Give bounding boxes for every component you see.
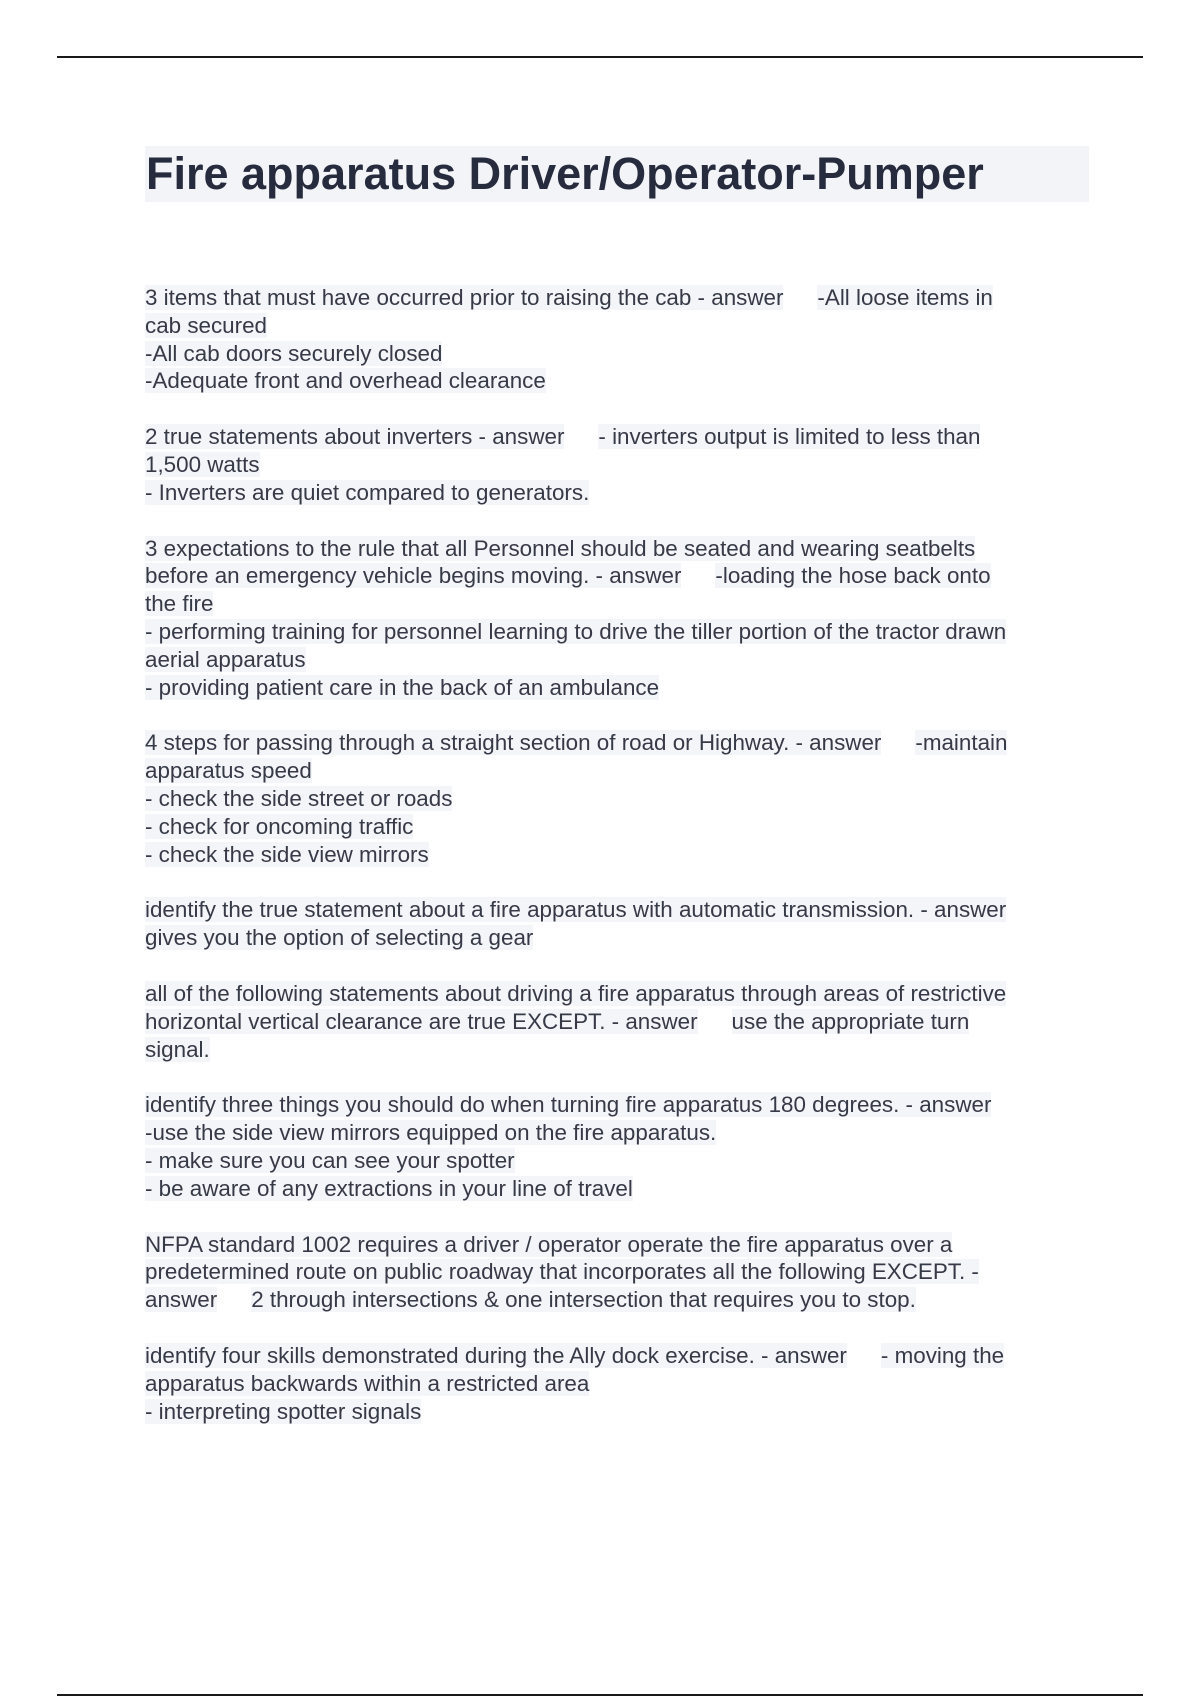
line-text: 3 expectations to the rule that all Personnel should be seated and wearing seatbelts [145,535,976,561]
qa-line [145,312,1091,340]
line-text: NFPA standard 1002 requires a driver / operator operate the fire apparatus over a [145,1231,953,1257]
qa-line [145,924,1091,952]
line-text: 3 items that must have occurred prior to raising the cab - answer [145,285,784,310]
qa-line [145,1370,1091,1398]
qa-line [145,535,1091,563]
answer-text: - inverters output is limited to less than [598,424,981,450]
line-text: - be aware of any extractions in your line of travel [145,1175,633,1201]
qa-line [145,1091,1091,1119]
qa-item [145,729,1091,868]
line-text: horizontal vertical clearance are true EXCEPT. - answer [145,1008,698,1034]
qa-line [145,1342,1091,1370]
qa-line [145,980,1091,1008]
qa-line [145,562,1091,590]
qa-item [145,284,1091,395]
line-text: apparatus speed [145,758,312,784]
line-text: answer [145,1287,218,1313]
line-text: - make sure you can see your spotter [145,1147,515,1173]
line-text: cab secured [145,312,267,338]
qa-line [145,1258,1091,1286]
qa-line [145,674,1091,702]
line-text: 4 steps for passing through a straight section of road or Highway. - answer [145,730,882,756]
qa-line [145,590,1091,618]
line-text: - interpreting spotter signals [145,1398,422,1424]
qa-item [145,980,1091,1063]
qa-line [145,896,1091,924]
qa-line [145,1147,1091,1175]
qa-item [145,896,1091,952]
bottom-rule [57,1694,1143,1696]
qa-line [145,479,1091,507]
line-text: - providing patient care in the back of an ambulance [145,674,660,700]
qa-line [145,284,1091,312]
line-text: the fire [145,591,214,617]
qa-line [145,367,1091,395]
qa-line [145,618,1091,646]
qa-line [145,729,1091,757]
qa-item [145,1091,1091,1202]
qa-line [145,1119,1091,1147]
qa-item [145,535,1091,702]
qa-line [145,757,1091,785]
qa-list [145,284,1091,1453]
qa-item [145,423,1091,506]
qa-line [145,785,1091,813]
qa-line [145,340,1091,368]
line-text: -Adequate front and overhead clearance [145,368,546,394]
line-text: all of the following statements about driving a fire apparatus through areas of restrictive [145,980,1007,1006]
qa-line [145,1286,1091,1314]
qa-item [145,1342,1091,1425]
line-text: - check for oncoming traffic [145,813,414,839]
qa-line [145,1036,1091,1064]
line-text: identify the true statement about a fire apparatus with automatic transmission. - answer [145,897,1007,923]
qa-line [145,841,1091,869]
line-text: 2 true statements about inverters - answer [145,424,565,450]
qa-item [145,1231,1091,1314]
answer-text: - moving the [880,1342,1005,1368]
answer-text: -All loose items in [817,285,993,310]
line-text: aerial apparatus [145,646,306,672]
top-rule [57,56,1143,58]
qa-line [145,451,1091,479]
line-text: identify three things you should do when turning fire apparatus 180 degrees. - answer [145,1092,992,1118]
qa-line [145,646,1091,674]
page-title: Fire apparatus Driver/Operator-Pumper [145,146,1089,202]
line-text: - performing training for personnel learning to drive the tiller portion of the tractor drawn [145,618,1007,644]
qa-line [145,1008,1091,1036]
line-text: apparatus backwards within a restricted area [145,1370,590,1396]
line-text: identify four skills demonstrated during the Ally dock exercise. - answer [145,1342,847,1368]
answer-text: 2 through intersections & one intersection that requires you to stop. [251,1287,916,1313]
answer-text: -loading the hose back onto [715,563,991,589]
qa-line [145,813,1091,841]
qa-line [145,1398,1091,1426]
answer-text: -maintain [915,730,1008,756]
line-text: -use the side view mirrors equipped on the fire apparatus. [145,1120,717,1146]
line-text: - Inverters are quiet compared to generators. [145,479,590,505]
line-text: gives you the option of selecting a gear [145,925,534,951]
line-text: - check the side view mirrors [145,841,429,867]
line-text: -All cab doors securely closed [145,340,443,366]
qa-line [145,1175,1091,1203]
line-text: before an emergency vehicle begins moving. - answer [145,563,682,589]
line-text: signal. [145,1036,210,1062]
qa-line [145,1231,1091,1259]
line-text: predetermined route on public roadway that incorporates all the following EXCEPT. - [145,1259,979,1285]
line-text: 1,500 watts [145,451,260,477]
answer-text: use the appropriate turn [731,1008,970,1034]
qa-line [145,423,1091,451]
line-text: - check the side street or roads [145,785,453,811]
